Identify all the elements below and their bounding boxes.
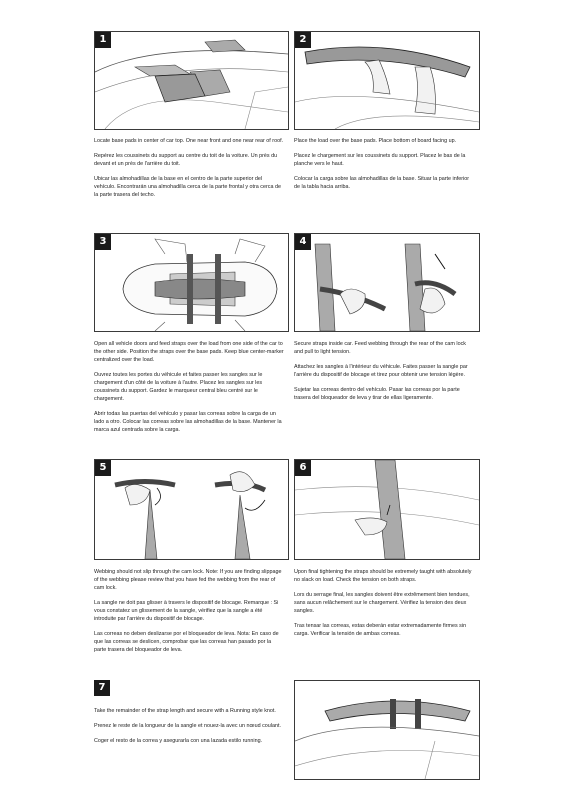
step-2-text [294,137,474,198]
strap-tension-drawing [295,460,479,559]
webbing-slip-drawing [95,460,288,559]
step-5-text-fr: La sangle ne doit pas glisser à travers le dispositif de blocage. Remarque : Si vous constatez un glissement de la sangle, vérifiez que la sangle a été introduite par l'arrière du dispositif de blocage. [94,600,279,622]
step-4-text [294,340,474,409]
step-6-text-es: Tras tensar las correas, estas deberán estar extremadamente firmes sin carga. Verificar la tensión de ambas correas. [294,623,467,637]
step-3-text-en: Open all vehicle doors and feed straps over the load from one side of the car to the other side. Position the straps over the base pads. Keep blue center-marker centralized over the load. [94,341,284,363]
step-6-number: 6 [295,460,311,476]
step-1-text-es: Ubicar las almohadillas de la base en el centro de la parte superior del vehículo. Encontrarán una almohadilla cerca de la parte frontal y otra cerca de la parte trasera del techo. [94,176,281,198]
step-6-text [294,568,474,645]
step-1-text [94,137,284,206]
step-3-number: 3 [95,234,111,250]
step-6-text-fr: Lors du serrage final, les sangles doivent être extrêmement bien tendues, sans aucun relâchement sur le chargement. Vérifiez la tension des deux sangles. [294,592,470,614]
car-top-view-straps-drawing [95,234,288,331]
step-4-text-en: Secure straps inside car. Feed webbing through the rear of the cam lock and pull to light tension. [294,341,466,355]
step-5-illustration [94,459,289,560]
step-2-text-es: Colocar la carga sobre las almohadillas de la base. Situar la parte inferior de la tabla hacia arriba. [294,176,469,190]
step-4-text-es: Sujetar las correas dentro del vehículo. Pasar las correas por la parte trasera del bloqueador de leva y tirar de ellas ligeramente. [294,387,460,401]
step-4-text-fr: Attachez les sangles à l'intérieur du véhicule. Faites passer la sangle par l'arrière du dispositif de blocage et tirez pour obtenir une tension légère. [294,364,468,378]
step-4-illustration [294,233,480,332]
step-1-illustration [94,31,289,130]
car-roof-base-pads-drawing [95,32,288,129]
step-5-text [94,568,284,661]
step-1-number: 1 [95,32,111,48]
step-2-illustration [294,31,480,130]
step-3-text [94,340,284,441]
step-1-text-fr: Repérez les coussinets du support au centre du toit de la voiture. Un près du devant et un près de l'arrière du toit. [94,153,278,167]
step-7-number: 7 [94,680,110,696]
step-2-number: 2 [295,32,311,48]
step-5-text-es: Las correas no deben deslizarse por el bloqueador de leva. Nota: En caso de que las correas se deslicen, comprobar que las correas han pasado por la parte trasera del bloqueador de leva. [94,631,279,653]
step-3-text-es: Abrir todas las puertas del vehículo y pasar las correas sobre la carga de un lado a otro. Colocar las correas sobre las almohadillas de la base. Mantener la marca azul centrada sobre la carga. [94,411,282,433]
step-7-illustration [294,680,480,780]
step-3-illustration [94,233,289,332]
step-5-number: 5 [95,460,111,476]
step-4-number: 4 [295,234,311,250]
step-7-text-fr: Prenez le reste de la longueur de la sangle et nouez-la avec un nœud coulant. [94,723,281,729]
cam-lock-hands-drawing [295,234,479,331]
step-5-text-en: Webbing should not slip through the cam lock. Note: If you are finding slippage of the webbing please review that you have fed the webbing from the rear of cam lock. [94,569,282,591]
step-6-text-en: Upon final tightening the straps should be extremely taught with absolutely no slack on load. Check the tension on both straps. [294,569,472,583]
secured-board-on-car-drawing [295,681,479,779]
step-6-illustration [294,459,480,560]
step-7-text-en: Take the remainder of the strap length and secure with a Running style knot. [94,708,276,714]
step-2-text-fr: Placez le chargement sur les coussinets du support. Placez le bas de la planche vers le haut. [294,153,466,167]
step-3-text-fr: Ouvrez toutes les portes du véhicule et faites passer les sangles sur le chargement d'un côté de la voiture à l'autre. Placez les sangles sur les coussinets du support. Gardez le marqueur central bleu centré sur le chargement. [94,372,263,402]
step-2-text-en: Place the load over the base pads. Place bottom of board facing up. [294,138,457,144]
step-1-text-en: Locate base pads in center of car top. One near front and one near rear of roof. [94,138,284,144]
step-7-text [94,707,284,752]
board-on-roof-drawing [295,32,479,129]
step-7-text-es: Coger el resto de la correa y asegurarla con una lazada estilo running. [94,738,263,744]
